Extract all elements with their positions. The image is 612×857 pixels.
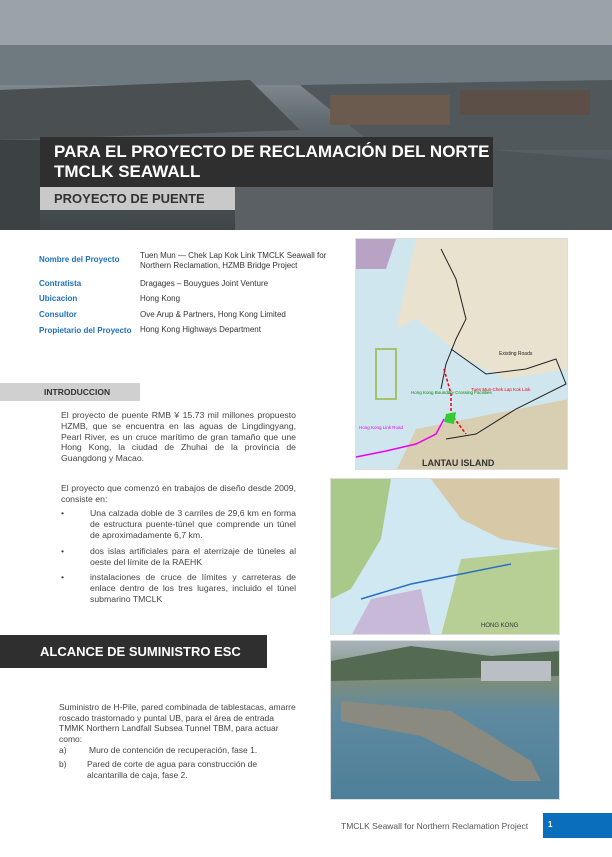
map-label-hong-kong: HONG KONG bbox=[481, 623, 519, 629]
bullet-item bbox=[61, 508, 296, 540]
location-map bbox=[355, 238, 568, 470]
map-label-link-road: Hong Kong Link Road bbox=[359, 425, 404, 430]
subtitle-band: PROYECTO DE PUENTE bbox=[40, 187, 235, 210]
info-value: Hong Kong bbox=[140, 294, 181, 303]
intro-heading: INTRODUCCION bbox=[0, 383, 140, 401]
map-label-island: LANTAU ISLAND bbox=[422, 458, 495, 468]
intro-paragraph-2: El proyecto que comenzó en trabajos de diseño desde 2009, consiste en: bbox=[61, 483, 296, 504]
bullet-text: Una calzada doble de 3 carriles de 29,6 km en forma de estructura puente-túnel que comprende un túnel de aproximadamente 6,7 km. bbox=[90, 508, 296, 540]
intro-paragraph-1: El proyecto de puente RMB ¥ 15.73 mil millones propuesto HZMB, que se encuentra en las aguas de Lingdingyang, Pearl River, es un cruce marítimo de gran tamaño que une Hong Kong, la ciudad de Zhuhai de la provincia de Guangdong y Macao. bbox=[61, 410, 296, 464]
bullet-text: dos islas artificiales para el aterrizaje de túneles al oeste del límite de la RAEHK bbox=[90, 546, 296, 567]
item-text: Muro de contención de recuperación, fase 1. bbox=[89, 745, 258, 755]
info-value: Ove Arup & Partners, Hong Kong Limited bbox=[140, 310, 286, 319]
item-marker: b) bbox=[59, 759, 67, 769]
page-title-line2: TMCLK SEAWALL bbox=[54, 162, 201, 181]
bullet-item bbox=[61, 572, 296, 604]
info-value: Tuen Mun — Chek Lap Kok Link TMCLK Seawall for Northern Reclamation, HZMB Bridge Project bbox=[140, 251, 327, 270]
regional-map bbox=[330, 478, 560, 635]
bullet-icon: • bbox=[61, 546, 65, 556]
map-label-hkbcf: Hong Kong Boundary Crossing Facilities bbox=[411, 390, 492, 395]
page-number: 1 bbox=[543, 813, 612, 838]
info-label: Propietario del Proyecto bbox=[39, 326, 132, 335]
bullet-icon: • bbox=[61, 572, 65, 582]
info-label: Nombre del Proyecto bbox=[39, 255, 120, 264]
item-text: Pared de corte de agua para construcción de alcantarilla de caja, fase 2. bbox=[87, 759, 258, 780]
map-label-tmclk: Tuen Mun-Chek Lap Kok Link bbox=[471, 387, 531, 392]
info-value: Hong Kong Highways Department bbox=[140, 325, 261, 334]
page-title-line1: PARA EL PROYECTO DE RECLAMACIÓN DEL NORTE bbox=[54, 142, 490, 161]
bullet-icon: • bbox=[61, 508, 65, 518]
bullet-item bbox=[61, 546, 296, 568]
info-value: Dragages – Bouygues Joint Venture bbox=[140, 279, 269, 288]
info-label: Contratista bbox=[39, 279, 82, 288]
map-label-existing-roads: Existing Roads bbox=[499, 351, 533, 357]
bullet-text: instalaciones de cruce de límites y carreteras de enlace dentro de los tres lugares, incluido el túnel submarino TMCLK bbox=[90, 572, 296, 604]
item-marker: a) bbox=[59, 745, 67, 755]
scope-paragraph: Suministro de H-Pile, pared combinada de tablestacas, amarre roscado trastornado y puntal UB, para el área de entrada TMMK Northern Landfall Subsea Tunnel TBM, para actuar como: bbox=[59, 702, 296, 744]
scope-heading: ALCANCE DE SUMINISTRO ESC bbox=[0, 635, 267, 668]
title-band bbox=[40, 137, 493, 187]
footer-text: TMCLK Seawall for Northern Reclamation Project bbox=[341, 821, 529, 831]
info-label: Ubicacion bbox=[39, 294, 78, 303]
aerial-photo bbox=[330, 640, 560, 800]
info-label: Consultor bbox=[39, 310, 77, 319]
